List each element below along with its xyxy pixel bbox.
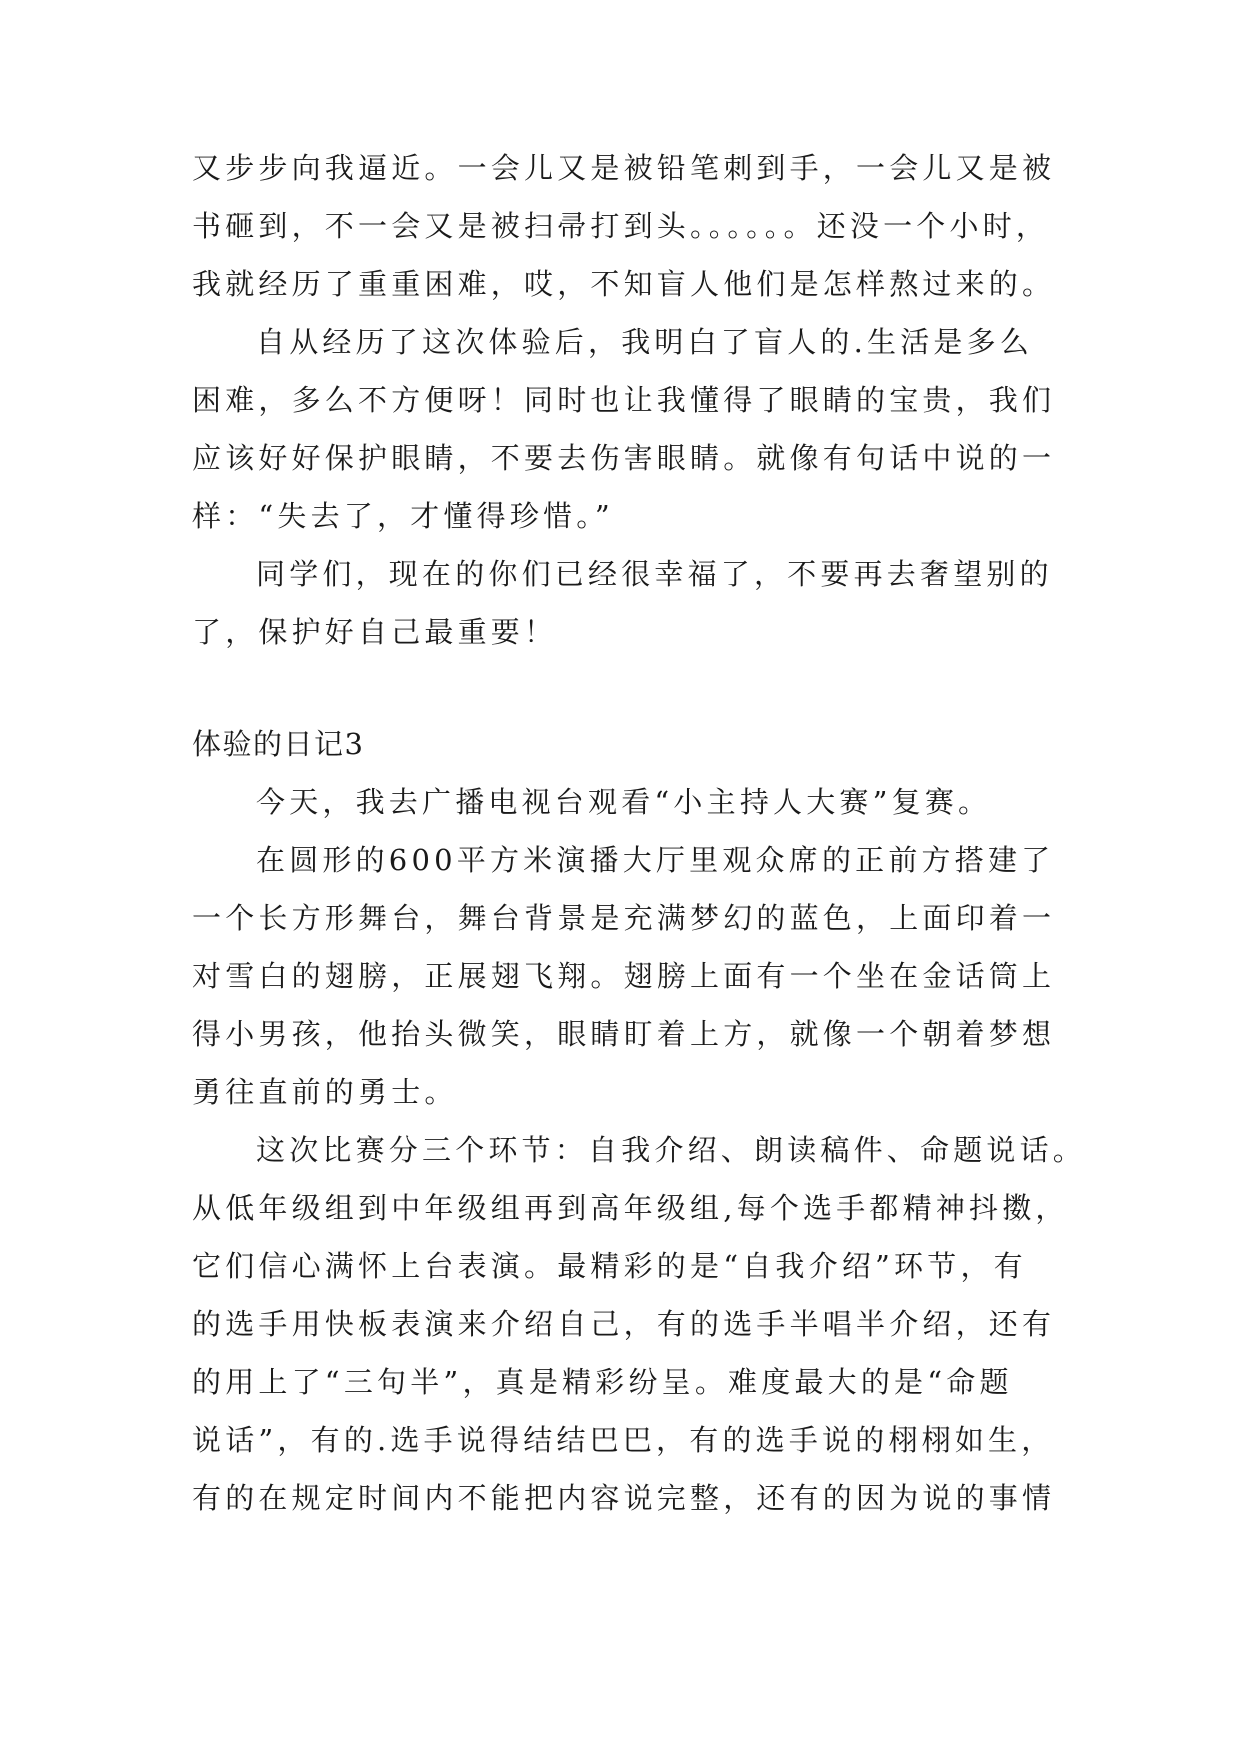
section-title: 体验的日记3 [192, 727, 365, 761]
text-line: 一个长方形舞台，舞台背景是充满梦幻的蓝色，上面印着一 [192, 901, 1056, 935]
text-line: 这次比赛分三个环节：自我介绍、朗读稿件、命题说话。 [256, 1133, 1087, 1167]
text-line: 今天，我去广播电视台观看“小主持人大赛”复赛。 [256, 785, 992, 819]
text-line: 书砸到，不一会又是被扫帚打到头。。。。。。还没一个小时， [192, 209, 1050, 243]
text-line: 从低年级组到中年级组再到高年级组,每个选手都精神抖擞， [192, 1191, 1069, 1225]
text-line: 对雪白的翅膀，正展翅飞翔。翅膀上面有一个坐在金话筒上 [192, 959, 1056, 993]
text-line: 同学们，现在的你们已经很幸福了，不要再去奢望别的 [256, 557, 1053, 591]
text-line: 自从经历了这次体验后，我明白了盲人的.生活是多么 [256, 325, 1034, 359]
text-line: 我就经历了重重困难，哎，不知盲人他们是怎样熬过来的。 [192, 267, 1056, 301]
text-line: 了，保护好自己最重要！ [192, 615, 558, 649]
text-line: 勇往直前的勇士。 [192, 1075, 458, 1109]
text-line: 它们信心满怀上台表演。最精彩的是“自我介绍”环节，有 [192, 1249, 1027, 1283]
text-line: 困难，多么不方便呀！同时也让我懂得了眼睛的宝贵，我们 [192, 383, 1056, 417]
text-line: 应该好好保护眼睛，不要去伤害眼睛。就像有句话中说的一 [192, 441, 1056, 475]
text-line: 又步步向我逼近。一会儿又是被铅笔刺到手，一会儿又是被 [192, 151, 1056, 185]
text-line: 说话”，有的.选手说得结结巴巴，有的选手说的栩栩如生， [192, 1423, 1055, 1457]
text-line: 的选手用快板表演来介绍自己，有的选手半唱半介绍，还有 [192, 1307, 1056, 1341]
text-line: 的用上了“三句半”，真是精彩纷呈。难度最大的是“命题 [192, 1365, 1013, 1399]
text-line: 样：“失去了，才懂得珍惜。” [192, 499, 614, 533]
text-line: 得小男孩，他抬头微笑，眼睛盯着上方，就像一个朝着梦想 [192, 1017, 1056, 1051]
text-line: 有的在规定时间内不能把内容说完整，还有的因为说的事情 [192, 1481, 1056, 1515]
text-line: 在圆形的600平方米演播大厅里观众席的正前方搭建了 [256, 843, 1055, 877]
